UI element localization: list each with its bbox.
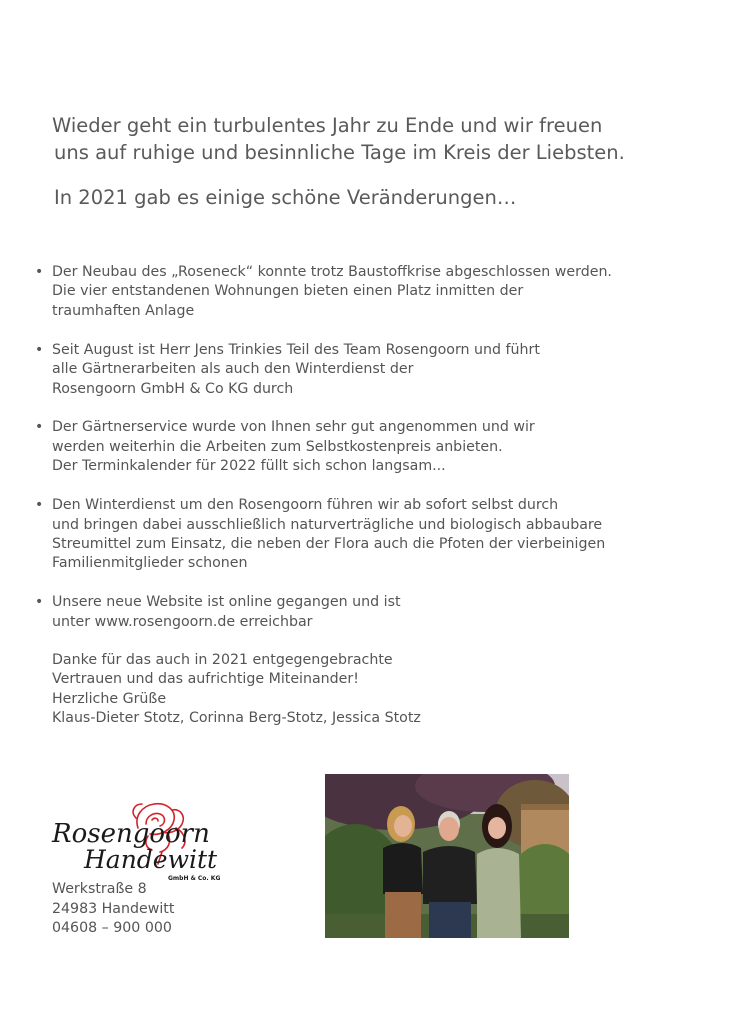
list-item-line: und bringen dabei ausschließlich naturverträgliche und biologisch abbaubare (52, 516, 603, 533)
rosengoorn-logo (50, 798, 220, 884)
list-item-line: Der Gärtnerservice wurde von Ihnen sehr gut angenommen und wir (52, 419, 535, 436)
address-phone: 04608 – 900 000 (52, 920, 172, 936)
logo-line-2: Handewitt (84, 845, 218, 874)
address-street: Werkstraße 8 (52, 881, 147, 897)
intro-line-2: uns auf ruhige und besinnliche Tage im Kreis der Liebsten. (54, 141, 625, 164)
logo-suffix: GmbH & Co. KG (168, 875, 220, 882)
bullet-icon: • (35, 497, 44, 514)
list-item (35, 341, 715, 399)
address-block (52, 880, 174, 939)
list-item-line: Seit August ist Herr Jens Trinkies Teil des Team Rosengoorn und führt (52, 341, 540, 358)
closing-line: Herzliche Grüße (52, 690, 167, 707)
list-item-line: traumhaften Anlage (52, 302, 195, 319)
list-item-line: Der Terminkalender für 2022 füllt sich schon langsam... (52, 458, 446, 475)
closing-line: Danke für das auch in 2021 entgegengebrachte (52, 652, 393, 668)
list-item (35, 418, 715, 476)
list-item-line: unter www.rosengoorn.de erreichbar (52, 613, 313, 630)
list-item-line: alle Gärtnerarbeiten als auch den Winterdienst der (52, 361, 414, 378)
list-item-line: Der Neubau des „Roseneck“ konnte trotz Baustoffkrise abgeschlossen werden. (52, 264, 612, 280)
closing-text (52, 651, 421, 729)
bullet-list (35, 263, 715, 652)
intro-line-3: In 2021 gab es einige schöne Veränderungen… (54, 186, 517, 209)
list-item-line: Familienmitglieder schonen (52, 555, 248, 572)
bullet-icon: • (35, 419, 44, 436)
list-item-line: Die vier entstandenen Wohnungen bieten einen Platz inmitten der (52, 283, 524, 300)
closing-line: Vertrauen und das aufrichtige Miteinander! (52, 671, 359, 688)
list-item (35, 496, 715, 574)
list-item-line: Den Winterdienst um den Rosengoorn führen wir ab sofort selbst durch (52, 497, 559, 514)
address-city: 24983 Handewitt (52, 900, 175, 917)
list-item (35, 593, 715, 632)
bullet-icon: • (35, 341, 44, 358)
team-photo (325, 774, 569, 938)
intro-text (52, 112, 712, 211)
list-item (35, 263, 715, 321)
list-item-line: werden weiterhin die Arbeiten zum Selbstkostenpreis anbieten. (52, 438, 503, 455)
signature-names: Klaus-Dieter Stotz, Corinna Berg-Stotz, Jessica Stotz (52, 710, 421, 727)
list-item-line: Rosengoorn GmbH & Co KG durch (52, 380, 294, 397)
intro-line-1: Wieder geht ein turbulentes Jahr zu Ende und wir freuen (52, 114, 603, 137)
list-item-line: Streumittel zum Einsatz, die neben der Flora auch die Pfoten der vierbeinigen (52, 535, 606, 552)
list-item-line: Unsere neue Website ist online gegangen und ist (52, 594, 401, 611)
bullet-icon: • (35, 594, 44, 611)
logo-line-1: Rosengoorn (52, 819, 210, 849)
bullet-icon: • (35, 264, 44, 280)
